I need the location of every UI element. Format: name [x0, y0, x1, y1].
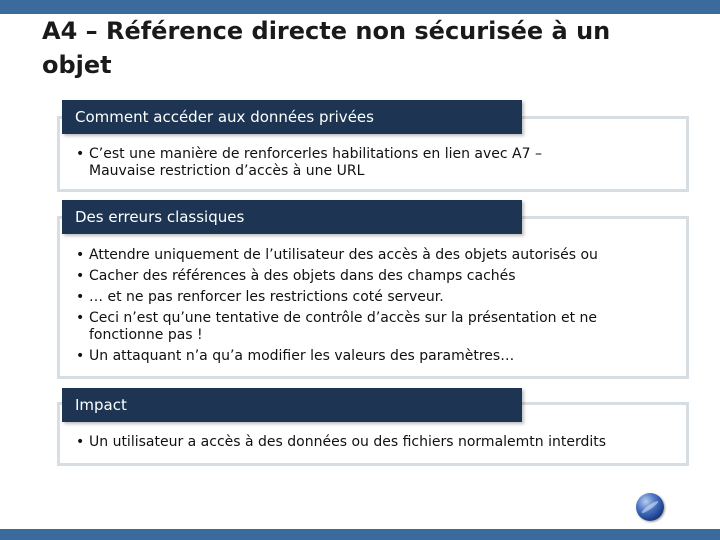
globe-icon [636, 493, 664, 521]
section-header-access: Comment accéder aux données privées [62, 100, 522, 134]
list-item: • … et ne pas renforcer les restrictions coté serveur. [76, 289, 636, 306]
list-item: • Un utilisateur a accès à des données ou des fichiers normalemtn interdits [76, 434, 676, 451]
bottom-bar [0, 529, 720, 540]
list-item: • Ceci n’est qu’une tentative de contrôle d’accès sur la présentation et ne fonctionne pas ! [76, 310, 636, 344]
bullet-list-access [76, 146, 546, 180]
top-bar [0, 0, 720, 14]
slide-title: A4 – Référence directe non sécurisée à un objet [42, 17, 611, 79]
bullet-list-errors [76, 247, 636, 365]
bullet-list-impact [76, 434, 676, 451]
list-item: • Attendre uniquement de l’utilisateur des accès à des objets autorisés ou [76, 247, 636, 264]
list-item: • C’est une manière de renforcerles habilitations en lien avec A7 – Mauvaise restriction d’accès à une URL [76, 146, 546, 180]
section-header-errors: Des erreurs classiques [62, 200, 522, 234]
list-item: • Cacher des références à des objets dans des champs cachés [76, 268, 636, 285]
list-item: • Un attaquant n’a qu’a modifier les valeurs des paramètres… [76, 348, 636, 365]
section-header-impact: Impact [62, 388, 522, 422]
